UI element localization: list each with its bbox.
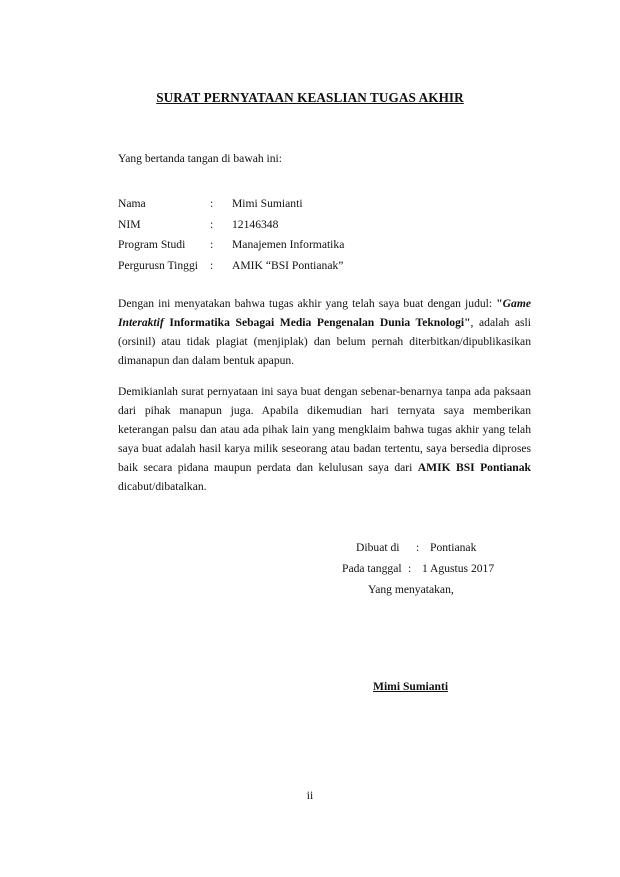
intro-text: Yang bertanda tangan di bawah ini:: [118, 152, 282, 165]
tanggal-separator: :: [408, 562, 412, 575]
tanggal-label: Pada tanggal: [342, 562, 402, 575]
field-label: Program Studi: [118, 238, 186, 251]
thesis-title-rest: Informatika Sebagai Media Pengenalan Dunia Teknologi: [163, 316, 465, 329]
document-title: SURAT PERNYATAAN KEASLIAN TUGAS AKHIR: [156, 90, 464, 105]
field-row-perguruan-tinggi: [118, 259, 344, 280]
signature-date: [342, 562, 494, 582]
paragraph-text: dicabut/dibatalkan.: [118, 480, 207, 493]
sig-row-dibuat: [356, 541, 476, 561]
field-label: NIM: [118, 217, 141, 231]
tanggal-value: 1 Agustus 2017: [422, 562, 495, 575]
field-label: Nama: [118, 197, 146, 210]
closing-text: Yang menyatakan,: [368, 583, 454, 596]
signature-place-date: [356, 541, 476, 561]
dibuat-value: Pontianak: [430, 541, 477, 554]
quote-mark: ": [464, 316, 471, 329]
field-separator: :: [210, 197, 214, 210]
field-value: AMIK “BSI Pontianak”: [232, 258, 344, 272]
field-row-nim: [118, 218, 344, 239]
field-value: Mimi Sumianti: [232, 197, 303, 210]
sig-row-tanggal: [342, 562, 494, 582]
field-value: Manajemen Informatika: [232, 238, 345, 251]
thesis-title-italic: Game Interaktif: [118, 297, 531, 329]
identity-fields: [118, 197, 344, 279]
field-row-program-studi: [118, 238, 344, 259]
field-label: Pergurusn Tinggi: [118, 258, 199, 272]
page-number: ii: [306, 789, 314, 802]
field-row-nama: [118, 197, 344, 218]
dibuat-separator: :: [416, 541, 420, 554]
quote-mark: ": [496, 297, 503, 310]
paragraph-text: , adalah asli (orsinil) atau tidak plagiat (menjiplak) dan belum pernah diterbitkan/dipublikasikan dimanapun dan dalam bentuk apapun.: [118, 316, 531, 367]
paragraph-text: Dengan ini menyatakan bahwa tugas akhir yang telah saya buat dengan judul:: [118, 297, 497, 310]
signer-name: Mimi Sumianti: [373, 680, 449, 693]
dibuat-label: Dibuat di: [356, 541, 400, 554]
paragraph-text: Demikianlah surat pernyataan ini saya buat dengan sebenar-benarnya tanpa ada paksaan dari pihak manapun juga. Apabila dikemudian hari ternyata saya memberikan keterangan palsu dan atau ada pihak lain yang mengklaim bahwa tugas akhir yang telah saya buat adalah hasil karya milik seseorang atau badan tertentu, saya bersedia diproses baik secara pidana maupun perdata dan kelulusan saya dari: [118, 385, 531, 474]
field-separator: :: [210, 217, 214, 231]
declaration-paragraph: [118, 382, 531, 496]
statement-paragraph: [118, 294, 531, 370]
field-separator: :: [210, 238, 214, 251]
field-value: 12146348: [232, 217, 279, 231]
institution-name: AMIK BSI Pontianak: [417, 461, 531, 474]
field-separator: :: [210, 258, 214, 272]
